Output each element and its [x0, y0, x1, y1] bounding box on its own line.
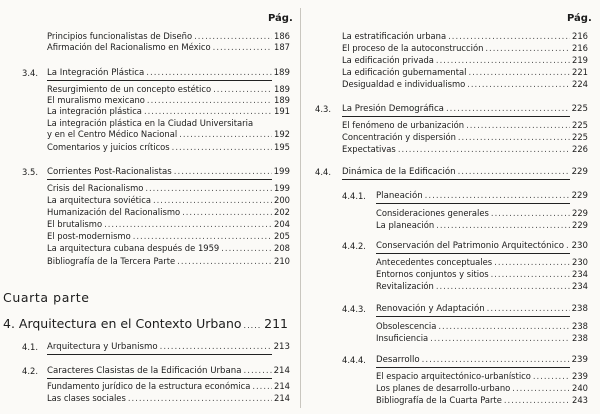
- toc-entry: Antecedentes conceptuales ..... 230: [376, 257, 588, 267]
- toc-entry: El espacio arquitectónico-urbanístico ..... 239: [376, 371, 588, 381]
- toc-entry: Crisis del Racionalismo ..... 199: [47, 183, 290, 193]
- heading-underline: [342, 179, 570, 180]
- subsection-heading: Renovación y Adaptación ..... 238: [376, 304, 588, 314]
- section-number: 4.3.: [315, 104, 331, 114]
- toc-entry: Entornos conjuntos y sitios ..... 234: [376, 269, 588, 279]
- toc-entry: El fenómeno de urbanización ..... 225: [342, 120, 588, 130]
- heading-underline: [376, 367, 570, 368]
- heading-underline: [47, 354, 272, 355]
- toc-entry: Principios funcionalistas de Diseño ..... 186: [47, 31, 290, 41]
- toc-entry: El muralismo mexicano ..... 189: [47, 95, 290, 105]
- toc-entry: Consideraciones generales ..... 229: [376, 208, 588, 218]
- toc-entry: Desigualdad e individualismo ..... 224: [342, 79, 588, 89]
- section-number: 3.5.: [22, 167, 38, 177]
- toc-entry: El brutalismo ..... 204: [47, 219, 290, 229]
- toc-entry: La edificación gubernamental ..... 221: [342, 67, 588, 77]
- toc-entry: El post-modernismo ..... 205: [47, 231, 290, 241]
- section-heading: Corrientes Post-Racionalistas ..... 199: [47, 167, 290, 177]
- section-heading: La Presión Demográfica ..... 225: [342, 104, 588, 114]
- subsection-heading: Planeación ..... 229: [376, 191, 588, 201]
- toc-entry: Obsolescencia ..... 238: [376, 321, 588, 331]
- section-heading: Caracteres Clasistas de la Edificación Urbana ..... 214: [47, 366, 290, 376]
- section-heading: Arquitectura y Urbanismo ..... 213: [47, 342, 290, 352]
- section-number: 4.2.: [22, 366, 38, 376]
- left-page-column-header: Pág.: [268, 13, 293, 24]
- toc-entry: Insuficiencia ..... 238: [376, 333, 588, 343]
- toc-entry: La arquitectura cubana después de 1959 ..... 208: [47, 243, 290, 253]
- toc-entry: Expectativas ..... 226: [342, 144, 588, 154]
- part-title: Cuarta parte: [3, 290, 90, 305]
- toc-entry: Fundamento jurídico de la estructura económica ..... 214: [47, 381, 290, 391]
- toc-entry: La edificación privada ..... 219: [342, 55, 588, 65]
- toc-entry: La planeación ..... 229: [376, 220, 588, 230]
- heading-underline: [376, 253, 570, 254]
- chapter-heading: 4. Arquitectura en el Contexto Urbano ..... 211: [3, 316, 288, 333]
- subsection-heading: Conservación del Patrimonio Arquitectónico ..... 230: [376, 241, 588, 251]
- subsection-number: 4.4.3.: [342, 304, 366, 314]
- toc-entry: Revitalización ..... 234: [376, 281, 588, 291]
- toc-entry: Bibliografía de la Tercera Parte ..... 210: [47, 256, 290, 266]
- toc-entry: Humanización del Racionalismo ..... 202: [47, 207, 290, 217]
- toc-entry: Comentarios y juicios críticos ..... 195: [47, 142, 290, 152]
- toc-entry: Los planes de desarrollo-urbano ..... 240: [376, 383, 588, 393]
- subsection-number: 4.4.2.: [342, 241, 366, 251]
- subsection-number: 4.4.4.: [342, 355, 366, 365]
- toc-entry: Concentración y dispersión ..... 225: [342, 132, 588, 142]
- toc-entry: Las clases sociales ..... 214: [47, 393, 290, 403]
- heading-underline: [47, 378, 272, 379]
- heading-underline: [342, 116, 570, 117]
- toc-entry: La integración plástica ..... 191: [47, 106, 290, 116]
- section-number: 4.1.: [22, 342, 38, 352]
- subsection-number: 4.4.1.: [342, 191, 366, 201]
- section-number: 3.4.: [22, 68, 38, 78]
- section-heading: Dinámica de la Edificación ..... 229: [342, 167, 588, 177]
- heading-underline: [376, 203, 570, 204]
- column-divider: [300, 8, 301, 408]
- toc-entry: Bibliografía de la Cuarta Parte ..... 243: [376, 395, 588, 405]
- toc-entry: y en el Centro Médico Nacional ..... 192: [47, 129, 290, 139]
- section-heading: La Integración Plástica ..... 189: [47, 68, 290, 78]
- toc-entry: La integración plástica en la Ciudad Universitaria: [47, 118, 254, 128]
- heading-underline: [376, 316, 570, 317]
- toc-entry: El proceso de la autoconstrucción ..... 216: [342, 43, 588, 53]
- heading-underline: [47, 80, 272, 81]
- toc-entry: Resurgimiento de un concepto estético ..... 189: [47, 84, 290, 94]
- section-number: 4.4.: [315, 167, 331, 177]
- subsection-heading: Desarrollo ..... 239: [376, 355, 588, 365]
- toc-entry: La arquitectura soviética ..... 200: [47, 195, 290, 205]
- heading-underline: [47, 179, 272, 180]
- toc-entry: La estratificación urbana ..... 216: [342, 31, 588, 41]
- toc-entry: Afirmación del Racionalismo en México ..... 187: [47, 42, 290, 52]
- right-page-column-header: Pág.: [567, 13, 592, 24]
